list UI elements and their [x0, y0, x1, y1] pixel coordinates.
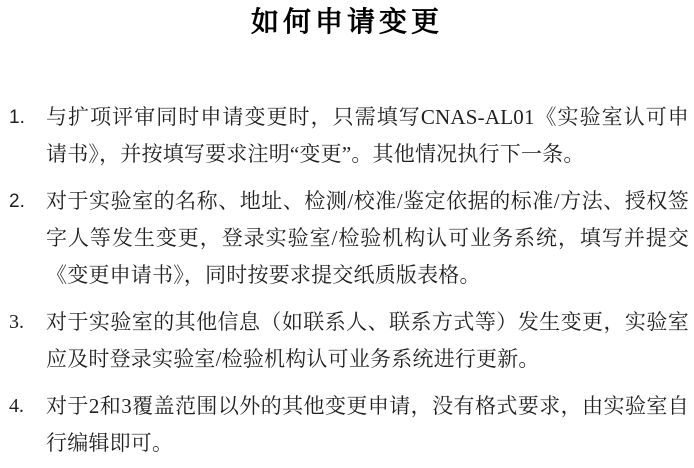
list-item-number: 4. [9, 395, 24, 417]
list-item-number: 1. [9, 107, 25, 128]
list-item-text: 对于实验室的名称、地址、检测/校准/鉴定依据的标准/方法、授权签字人等发生变更，登录实验室/检验机构认可业务系统，填写并提交《变更申请书》，同时按要求提交纸质版表格。 [46, 189, 689, 287]
list-item-text: 对于2和3覆盖范围以外的其他变更申请，没有格式要求，由实验室自行编辑即可。 [46, 394, 689, 455]
list-item-number: 2. [9, 191, 25, 212]
list-item [0, 99, 694, 173]
list-item-number: 3. [9, 311, 24, 333]
list-item-text: 与扩项评审同时申请变更时，只需填写CNAS-AL01《实验室认可申请书》，并按填写要求注明“变更”。其他情况执行下一条。 [46, 105, 689, 166]
list-item [0, 304, 694, 378]
page-title: 如何申请变更 [250, 6, 443, 37]
list-item-text: 对于实验室的其他信息（如联系人、联系方式等）发生变更，实验室应及时登录实验室/检验机构认可业务系统进行更新。 [46, 310, 689, 371]
list-item [0, 183, 694, 294]
numbered-list [0, 99, 694, 462]
list-item [0, 388, 694, 462]
